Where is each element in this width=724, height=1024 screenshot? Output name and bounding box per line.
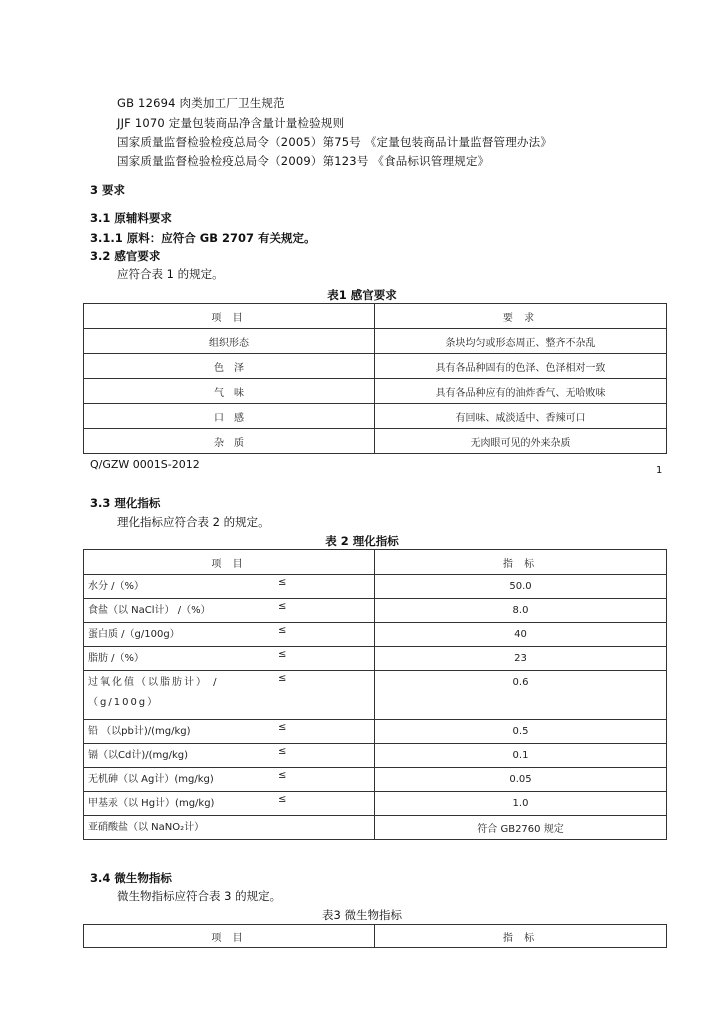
table-row: [84, 816, 667, 840]
table-row: [84, 354, 667, 379]
item-cell: 杂 质: [84, 429, 375, 454]
section-3-title: 3 要求: [90, 183, 126, 197]
indicator-value: 0.6: [375, 671, 667, 720]
section-3-2-title: 3.2 感官要求: [90, 249, 161, 263]
table-row: [84, 329, 667, 354]
header-indicator: 指 标: [375, 550, 667, 575]
page-number: 1: [656, 465, 663, 476]
section-3-4-title: 3.4 微生物指标: [90, 871, 172, 885]
table-row: [84, 404, 667, 429]
reference-decree-2005: 国家质量监督检验检疫总局令（2005）第75号 《定量包装商品计量监督管理办法》: [117, 135, 553, 149]
le-sign: ≤: [278, 600, 287, 612]
section-3-1-title: 3.1 原辅料要求: [90, 211, 172, 225]
item-name: 脂肪 /（%）: [88, 652, 145, 664]
indicator-value: 1.0: [375, 792, 667, 816]
footer-standard-code: Q/GZW 0001S-2012: [90, 458, 200, 471]
indicator-value: 40: [375, 623, 667, 647]
section-3-3-title: 3.3 理化指标: [90, 496, 161, 510]
reference-decree-2009: 国家质量监督检验检疫总局令（2009）第123号 《食品标识管理规定》: [117, 154, 490, 168]
table-header-row: [84, 550, 667, 575]
table-header-row: [84, 925, 667, 948]
section-3-4-text: 微生物指标应符合表 3 的规定。: [117, 889, 282, 903]
le-sign: ≤: [278, 721, 287, 733]
table-row: [84, 744, 667, 768]
le-sign: ≤: [278, 624, 287, 636]
item-name: 甲基汞（以 Hg计）(mg/kg): [88, 797, 215, 809]
item-name: 过氧化值（以脂肪计） /（g/100g）: [88, 677, 219, 708]
header-item: 项 目: [84, 550, 375, 575]
indicator-value: 0.05: [375, 768, 667, 792]
item-name: 铅 （以pb计)/(mg/kg): [88, 725, 191, 737]
requirement-cell: 无肉眼可见的外来杂质: [375, 429, 667, 454]
item-cell: 口 感: [84, 404, 375, 429]
table-row: [84, 429, 667, 454]
item-name: 食盐（以 NaCl计） /（%）: [88, 604, 211, 616]
physicochemical-table: [83, 549, 667, 840]
table-row: [84, 623, 667, 647]
reference-jjf1070: JJF 1070 定量包装商品净含量计量检验规则: [117, 116, 345, 130]
indicator-value: 0.1: [375, 744, 667, 768]
le-sign: ≤: [278, 673, 287, 684]
indicator-value: 0.5: [375, 720, 667, 744]
le-sign: ≤: [278, 648, 287, 660]
table-row: [84, 379, 667, 404]
section-3-2-text: 应符合表 1 的规定。: [117, 267, 224, 281]
le-sign: ≤: [278, 576, 287, 588]
table-row: [84, 599, 667, 623]
item-name: 亚硝酸盐（以 NaNO₂计）: [88, 821, 205, 833]
header-indicator: 指 标: [375, 925, 667, 948]
requirement-cell: 具有各品种固有的色泽、色泽相对一致: [375, 354, 667, 379]
table-row: [84, 720, 667, 744]
item-name: 蛋白质 /（g/100g）: [88, 628, 180, 640]
table-row: [84, 768, 667, 792]
item-name: 镉（以Cd计)/(mg/kg): [88, 749, 188, 761]
header-item: 项 目: [84, 925, 375, 948]
header-item: 项 目: [84, 304, 375, 329]
item-name: 水分 /（%）: [88, 580, 145, 592]
item-cell: 色 泽: [84, 354, 375, 379]
requirement-cell: 有回味、咸淡适中、香辣可口: [375, 404, 667, 429]
table-1-caption: 表1 感官要求: [327, 288, 397, 302]
table-header-row: [84, 304, 667, 329]
sensory-table: [83, 303, 667, 454]
item-cell: 气 味: [84, 379, 375, 404]
table-row: [84, 671, 667, 720]
requirement-cell: 条块均匀或形态周正、整齐不杂乱: [375, 329, 667, 354]
indicator-value: 8.0: [375, 599, 667, 623]
indicator-value: 符合 GB2760 规定: [375, 816, 667, 840]
section-3-1-1-text: 3.1.1 原料：应符合 GB 2707 有关规定。: [90, 231, 316, 245]
table-row: [84, 647, 667, 671]
microbiology-table: [83, 924, 667, 948]
requirement-cell: 具有各品种应有的油炸香气、无哈败味: [375, 379, 667, 404]
indicator-value: 23: [375, 647, 667, 671]
section-3-3-text: 理化指标应符合表 2 的规定。: [117, 515, 270, 529]
le-sign: ≤: [278, 745, 287, 757]
table-row: [84, 792, 667, 816]
header-requirement: 要 求: [375, 304, 667, 329]
table-row: [84, 575, 667, 599]
table-2-caption: 表 2 理化指标: [325, 534, 399, 548]
item-name: 无机砷（以 Ag计）(mg/kg): [88, 773, 214, 785]
le-sign: ≤: [278, 769, 287, 781]
item-cell: 组织形态: [84, 329, 375, 354]
reference-gb12694: GB 12694 肉类加工厂卫生规范: [117, 96, 285, 110]
indicator-value: 50.0: [375, 575, 667, 599]
le-sign: ≤: [278, 793, 287, 805]
table-3-caption: 表3 微生物指标: [322, 908, 402, 922]
